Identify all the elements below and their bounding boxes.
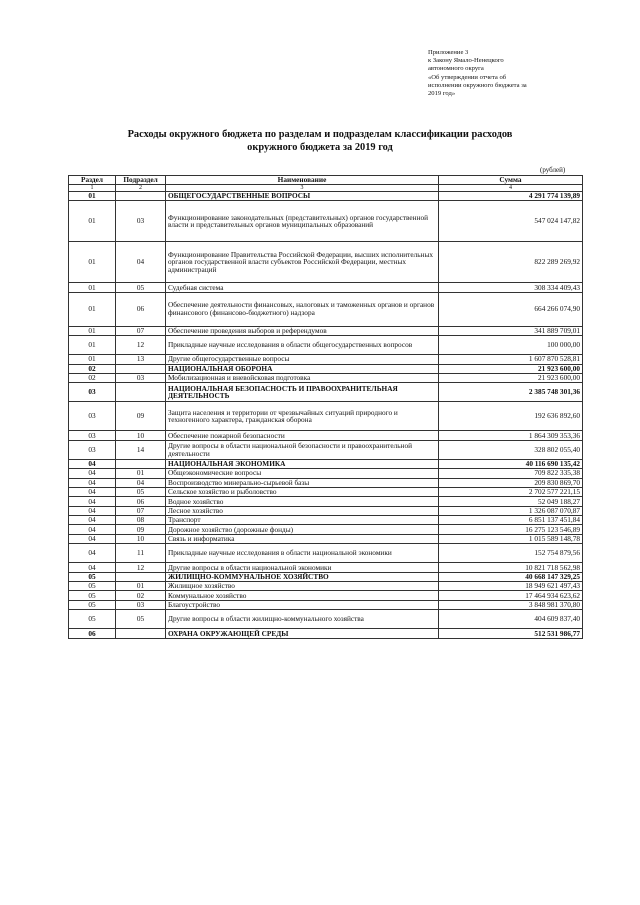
podrazdel-cell: 10 — [116, 534, 166, 543]
table-row — [69, 283, 583, 292]
razdel-cell: 02 — [69, 364, 116, 373]
razdel-cell: 04 — [69, 469, 116, 478]
sum-cell: 2 385 748 301,36 — [439, 383, 583, 402]
razdel-cell: 04 — [69, 497, 116, 506]
header-row — [69, 176, 583, 185]
name-cell: Связь и информатика — [166, 534, 439, 543]
title-line-1: Расходы окружного бюджета по разделам и подразделам классификации расходов — [127, 129, 513, 140]
podrazdel-cell — [116, 192, 166, 201]
name-cell: Обеспечение деятельности финансовых, налоговых и таможенных органов и органов финансового (финансово-бюджетного) надзора — [166, 292, 439, 326]
podrazdel-cell: 06 — [116, 292, 166, 326]
name-cell: ЖИЛИЩНО-КОММУНАЛЬНОЕ ХОЗЯЙСТВО — [166, 572, 439, 581]
razdel-cell: 01 — [69, 283, 116, 292]
sum-cell: 18 949 621 497,43 — [439, 582, 583, 591]
podrazdel-cell: 11 — [116, 544, 166, 563]
sum-cell: 3 848 981 370,80 — [439, 600, 583, 609]
podrazdel-cell — [116, 572, 166, 581]
razdel-cell: 03 — [69, 440, 116, 459]
sum-cell: 308 334 409,43 — [439, 283, 583, 292]
name-cell: Воспроизводство минерально-сырьевой базы — [166, 478, 439, 487]
sum-cell: 1 607 870 528,81 — [439, 355, 583, 364]
table-row — [69, 563, 583, 572]
table-row — [69, 440, 583, 459]
podrazdel-cell: 03 — [116, 600, 166, 609]
podrazdel-cell — [116, 459, 166, 468]
podrazdel-cell: 12 — [116, 336, 166, 355]
podrazdel-cell: 14 — [116, 440, 166, 459]
header-name: Наименование — [166, 176, 439, 185]
table-row — [69, 497, 583, 506]
section-row — [69, 459, 583, 468]
razdel-cell: 01 — [69, 242, 116, 283]
sum-cell: 209 830 869,70 — [439, 478, 583, 487]
name-cell: Функционирование Правительства Российской Федерации, высших исполнительных органов государственной власти субъектов Российской Федерации, местных администраций — [166, 242, 439, 283]
sum-cell: 16 275 123 546,89 — [439, 525, 583, 534]
sum-cell: 21 923 600,00 — [439, 364, 583, 373]
razdel-cell: 04 — [69, 478, 116, 487]
sum-cell: 1 864 309 353,36 — [439, 431, 583, 440]
name-cell: Обеспечение пожарной безопасности — [166, 431, 439, 440]
sum-cell: 52 049 188,27 — [439, 497, 583, 506]
document-title — [60, 128, 580, 154]
section-row — [69, 572, 583, 581]
razdel-cell: 01 — [69, 201, 116, 242]
appendix-line: автономного округа — [428, 65, 484, 73]
appendix-line: Приложение 3 — [428, 49, 469, 56]
sum-cell: 6 851 137 451,84 — [439, 516, 583, 525]
name-cell: Другие вопросы в области национальной безопасности и правоохранительной деятельности — [166, 440, 439, 459]
razdel-cell: 05 — [69, 591, 116, 600]
table-row — [69, 544, 583, 563]
razdel-cell: 05 — [69, 582, 116, 591]
table-row — [69, 506, 583, 515]
name-cell: Другие вопросы в области жилищно-коммунального хозяйства — [166, 610, 439, 629]
appendix-note — [428, 49, 588, 98]
table-row — [69, 242, 583, 283]
razdel-cell: 02 — [69, 373, 116, 382]
name-cell: Благоустройство — [166, 600, 439, 609]
table-row — [69, 292, 583, 326]
name-cell: Защита населения и территории от чрезвычайных ситуаций природного и техногенного характера, гражданская оборона — [166, 402, 439, 431]
podrazdel-cell: 06 — [116, 497, 166, 506]
name-cell: НАЦИОНАЛЬНАЯ ОБОРОНА — [166, 364, 439, 373]
razdel-cell: 05 — [69, 610, 116, 629]
podrazdel-cell: 08 — [116, 516, 166, 525]
name-cell: Дорожное хозяйство (дорожные фонды) — [166, 525, 439, 534]
podrazdel-cell: 01 — [116, 469, 166, 478]
table-row — [69, 600, 583, 609]
name-cell: Другие вопросы в области национальной экономики — [166, 563, 439, 572]
podrazdel-cell: 04 — [116, 478, 166, 487]
sum-cell: 547 024 147,82 — [439, 201, 583, 242]
razdel-cell: 04 — [69, 459, 116, 468]
name-cell: НАЦИОНАЛЬНАЯ БЕЗОПАСНОСТЬ И ПРАВООХРАНИТЕЛЬНАЯ ДЕЯТЕЛЬНОСТЬ — [166, 383, 439, 402]
sum-cell: 664 266 074,90 — [439, 292, 583, 326]
name-cell: Жилищное хозяйство — [166, 582, 439, 591]
podrazdel-cell: 07 — [116, 506, 166, 515]
sum-cell: 40 668 147 329,25 — [439, 572, 583, 581]
sum-cell: 10 821 718 562,98 — [439, 563, 583, 572]
table-body — [69, 192, 583, 639]
table-row — [69, 402, 583, 431]
table-row — [69, 201, 583, 242]
podrazdel-cell: 05 — [116, 487, 166, 496]
razdel-cell: 01 — [69, 292, 116, 326]
name-cell: Общеэкономические вопросы — [166, 469, 439, 478]
podrazdel-cell — [116, 383, 166, 402]
name-cell: Лесное хозяйство — [166, 506, 439, 515]
header-razdel: Раздел — [69, 176, 116, 185]
name-cell: Мобилизационная и вневойсковая подготовка — [166, 373, 439, 382]
table-row — [69, 336, 583, 355]
table-row — [69, 525, 583, 534]
section-row — [69, 629, 583, 638]
table-row — [69, 373, 583, 382]
razdel-cell: 03 — [69, 383, 116, 402]
table-row — [69, 478, 583, 487]
razdel-cell: 04 — [69, 525, 116, 534]
name-cell: Прикладные научные исследования в области национальной экономики — [166, 544, 439, 563]
sum-cell: 152 754 879,56 — [439, 544, 583, 563]
razdel-cell: 01 — [69, 355, 116, 364]
table-row — [69, 582, 583, 591]
name-cell: ОБЩЕГОСУДАРСТВЕННЫЕ ВОПРОСЫ — [166, 192, 439, 201]
sum-cell: 21 923 600,00 — [439, 373, 583, 382]
header-sum: Сумма — [439, 176, 583, 185]
section-row — [69, 192, 583, 201]
razdel-cell: 01 — [69, 336, 116, 355]
budget-table — [68, 175, 583, 639]
section-row — [69, 364, 583, 373]
sum-cell: 17 464 934 623,62 — [439, 591, 583, 600]
razdel-cell: 01 — [69, 192, 116, 201]
table-row — [69, 326, 583, 335]
podrazdel-cell: 05 — [116, 283, 166, 292]
name-cell: Судебная система — [166, 283, 439, 292]
sum-cell: 1 326 087 070,87 — [439, 506, 583, 515]
appendix-line: к Закону Ямало-Ненецкого — [428, 57, 504, 65]
name-cell: ОХРАНА ОКРУЖАЮЩЕЙ СРЕДЫ — [166, 629, 439, 638]
sum-cell: 192 636 892,60 — [439, 402, 583, 431]
table-row — [69, 591, 583, 600]
podrazdel-cell: 09 — [116, 525, 166, 534]
appendix-line: «Об утверждении отчета об — [428, 73, 507, 81]
sum-cell: 4 291 774 139,89 — [439, 192, 583, 201]
col-number: 2 — [116, 185, 166, 192]
sum-cell: 512 531 986,77 — [439, 629, 583, 638]
podrazdel-cell: 12 — [116, 563, 166, 572]
razdel-cell: 03 — [69, 431, 116, 440]
razdel-cell: 06 — [69, 629, 116, 638]
sum-cell: 1 015 589 148,78 — [439, 534, 583, 543]
sum-cell: 341 889 709,01 — [439, 326, 583, 335]
table-row — [69, 516, 583, 525]
razdel-cell: 04 — [69, 506, 116, 515]
unit-label: (рублей) — [540, 166, 566, 174]
razdel-cell: 04 — [69, 534, 116, 543]
table-row — [69, 431, 583, 440]
sum-cell: 40 116 690 135,42 — [439, 459, 583, 468]
sum-cell: 709 822 335,38 — [439, 469, 583, 478]
podrazdel-cell: 03 — [116, 373, 166, 382]
razdel-cell: 04 — [69, 563, 116, 572]
podrazdel-cell: 02 — [116, 591, 166, 600]
razdel-cell: 05 — [69, 572, 116, 581]
razdel-cell: 05 — [69, 600, 116, 609]
razdel-cell: 01 — [69, 326, 116, 335]
col-number: 3 — [166, 185, 439, 192]
sum-cell: 404 609 837,40 — [439, 610, 583, 629]
podrazdel-cell — [116, 629, 166, 638]
table-row — [69, 610, 583, 629]
name-cell: Обеспечение проведения выборов и референдумов — [166, 326, 439, 335]
podrazdel-cell: 03 — [116, 201, 166, 242]
header-podrazdel: Подраздел — [116, 176, 166, 185]
sum-cell: 822 289 269,92 — [439, 242, 583, 283]
name-cell: Коммунальное хозяйство — [166, 591, 439, 600]
sum-cell: 100 000,00 — [439, 336, 583, 355]
appendix-line: исполнении окружного бюджета за — [428, 81, 527, 89]
table-row — [69, 534, 583, 543]
razdel-cell: 04 — [69, 516, 116, 525]
name-cell: Функционирование законодательных (представительных) органов государственной власти и представительных органов муниципальных образований — [166, 201, 439, 242]
sum-cell: 328 802 055,40 — [439, 440, 583, 459]
razdel-cell: 03 — [69, 402, 116, 431]
razdel-cell: 04 — [69, 487, 116, 496]
name-cell: Транспорт — [166, 516, 439, 525]
name-cell: Другие общегосударственные вопросы — [166, 355, 439, 364]
appendix-line: 2019 год» — [428, 90, 456, 98]
table-row — [69, 355, 583, 364]
col-number: 1 — [69, 185, 116, 192]
col-number: 4 — [439, 185, 583, 192]
section-row — [69, 383, 583, 402]
podrazdel-cell — [116, 364, 166, 373]
table-row — [69, 469, 583, 478]
title-line-2: окружного бюджета за 2019 год — [247, 142, 393, 153]
podrazdel-cell: 01 — [116, 582, 166, 591]
name-cell: Сельское хозяйство и рыболовство — [166, 487, 439, 496]
name-cell: НАЦИОНАЛЬНАЯ ЭКОНОМИКА — [166, 459, 439, 468]
podrazdel-cell: 04 — [116, 242, 166, 283]
column-number-row — [69, 185, 583, 192]
name-cell: Водное хозяйство — [166, 497, 439, 506]
podrazdel-cell: 13 — [116, 355, 166, 364]
podrazdel-cell: 09 — [116, 402, 166, 431]
podrazdel-cell: 07 — [116, 326, 166, 335]
podrazdel-cell: 10 — [116, 431, 166, 440]
sum-cell: 2 702 577 221,15 — [439, 487, 583, 496]
table-row — [69, 487, 583, 496]
podrazdel-cell: 05 — [116, 610, 166, 629]
name-cell: Прикладные научные исследования в области общегосударственных вопросов — [166, 336, 439, 355]
razdel-cell: 04 — [69, 544, 116, 563]
